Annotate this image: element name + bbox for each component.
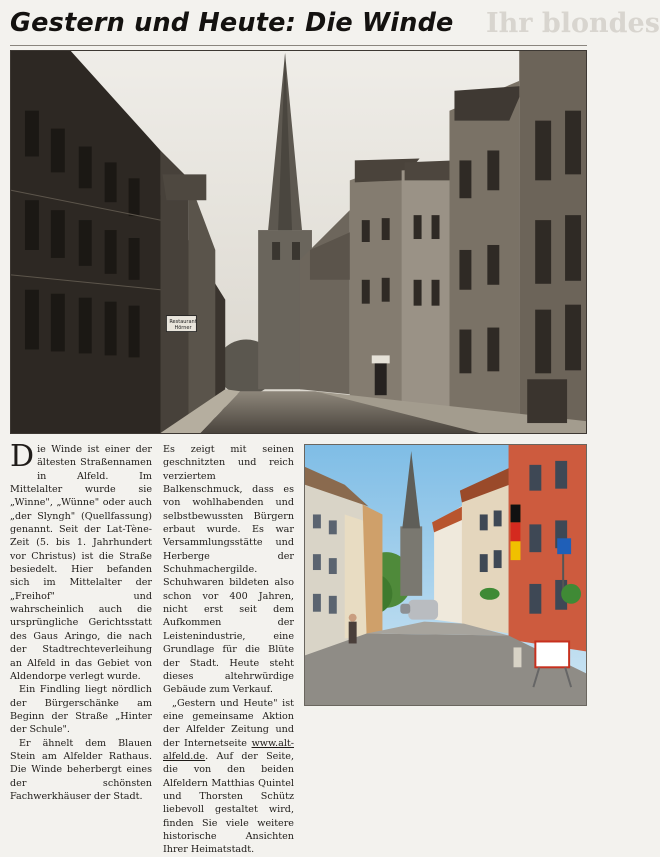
modern-street-photo (304, 444, 587, 706)
col1-paragraph-2: Ein Findling liegt nördlich der Bürgerschänke am Beginn der Straße „Hinter der Schule". (10, 684, 152, 736)
restaurant-sign-text: Restaurant Hörner (169, 319, 197, 331)
col1-paragraph-1: ie Winde ist einer der ältesten Straßennamen in Alfeld. Im Mittelalter wurde sie „Winne", „Wünne" oder auch „der Slyngh" (Quellfassung) genannt. Seit der Lat-Tène-Zeit (5. bis 1. Jahrhundert vor Christus) ist die Straße besiedelt. Hier befanden sich im Mittelalter der „Freihof" und wahrscheinlich auch die ursprüngliche Gerichtsstatt des Gaus Aringo, die nach der Stadtrechteverleihung an Alfeld in das Gebiet von Aldendorpe verlegt wurde. (10, 444, 152, 682)
article-headline: Gestern und Heute: Die Winde (10, 8, 454, 38)
col2-paragraph-2-start: „Gestern und Heute" ist eine gemeinsame Aktion der Alfelder Zeitung und der Internetseite (163, 697, 294, 749)
website-link[interactable]: www.alt-alfeld.de (163, 737, 294, 762)
article-column-2 (163, 443, 294, 856)
adjacent-article-fragment: Ihr blondes (486, 8, 660, 39)
drop-cap: D (10, 439, 35, 474)
col2-paragraph-2-end: . Auf der Seite, die von den beiden Alfeldern Matthias Quintel und Thorsten Schütz liebevoll gestaltet wird, finden Sie viele weitere historische Ansichten Ihrer Heimatstadt. (163, 750, 294, 856)
col2-paragraph-1: Es zeigt mit seinen geschnitzten und reich verziertem Balkenschmuck, dass es von wohlhabenden und selbstbewussten Bürgern erbaut wurde. Es war Versammlungsstätte und Herberge der Schuhmachergilde. Schuhwaren bildeten also schon vor 400 Jahren, nicht erst seit dem Aufkommen der Leistenindustrie, eine Grundlage für die Blüte der Stadt. Heute steht dieses altehrwürdige Gebäude zum Verkauf. (163, 444, 294, 696)
article-column-1 (10, 439, 152, 802)
historic-street-photo (10, 50, 587, 434)
col1-paragraph-3: Er ähnelt dem Blauen Stein am Alfelder Rathaus. Die Winde beherbergt eines der schönsten Fachwerkhäuser der Stadt. (10, 737, 152, 802)
headline-rule (10, 45, 587, 46)
